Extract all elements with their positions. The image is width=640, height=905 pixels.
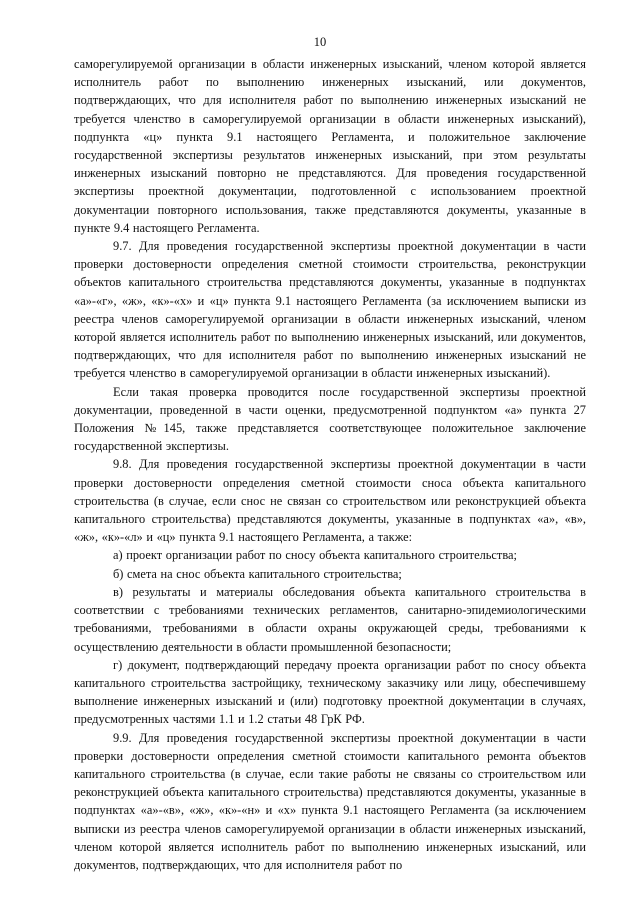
list-item-a: а) проект организации работ по сносу объекта капитального строительства; bbox=[113, 548, 517, 563]
list-item-g: г) документ, подтверждающий передачу проекта организации работ по сносу объекта капитального строительства застройщику, техническому заказчику или лицу, обеспечившему выполнение инженерных изысканий и (или) подготовку проектной документации в случаях, предусмотренных частями 1.1 и 1.2 статьи 48 ГрК РФ. bbox=[74, 657, 586, 727]
document-body bbox=[74, 55, 586, 874]
list-item-v: в) результаты и материалы обследования объекта капитального строительства в соответствии с требованиями технических регламентов, санитарно-эпидемиологическими требованиями, требованиями в области охраны окружающей среды, требованиями к осуществлению деятельности в области промышленной безопасности; bbox=[74, 584, 586, 654]
paragraph-9-7-note: Если такая проверка проводится после государственной экспертизы проектной документации, проведенной в части оценки, предусмотренной подпунктом «а» пункта 27 Положения №145, также представляется соответствующее положительное заключение государственной экспертизы. bbox=[74, 384, 586, 454]
paragraph-9-7: 9.7. Для проведения государственной экспертизы проектной документации в части проверки достоверности определения сметной стоимости строительства, реконструкции объектов капитального строительства представляются документы, указанные в подпунктах «а»-«г», «ж», «к»-«х» и «ц» пункта 9.1 настоящего Регламента (за исключением выписки из реестра членов саморегулируемой организации в области инженерных изысканий, членом которой является исполнитель работ по выполнению инженерных изысканий, или документов, подтверждающих, что для исполнителя работ по выполнению инженерных изысканий не требуется членство в саморегулируемой организации в области инженерных изысканий). bbox=[74, 239, 586, 381]
paragraph-continuation: саморегулируемой организации в области инженерных изысканий, членом которой является исполнитель работ по выполнению инженерных изысканий, или документов, подтверждающих, что для исполнителя работ по выполнению инженерных изысканий не требуется членство в саморегулируемой организации в области инженерных изысканий), подпункта «ц» пункта 9.1 настоящего Регламента, и положительное заключение государственной экспертизы результатов инженерных изысканий, при этом результаты инженерных изысканий повторно не представляются. Для проведения государственной экспертизы проектной документации, подготовленной с использованием проектной документации повторного использования, также представляются документы, указанные в пункте 9.4 настоящего Регламента. bbox=[74, 57, 586, 235]
list-item-b: б) смета на снос объекта капитального строительства; bbox=[113, 566, 402, 581]
paragraph-9-9: 9.9. Для проведения государственной экспертизы проектной документации в части проверки достоверности определения сметной стоимости капитального ремонта объектов капитального строительства (в случае, если такие работы не связаны со строительством или реконструкцией объекта капитального строительства) представляются документы, указанные в подпунктах «а»-«в», «ж», «к»-«н» и «х» пункта 9.1 настоящего Регламента (за исключением выписки из реестра членов саморегулируемой организации в области инженерных изысканий, членом которой является исполнитель работ по выполнению инженерных изысканий, или документов, подтверждающих, что для исполнителя работ по bbox=[74, 730, 586, 872]
paragraph-9-8: 9.8. Для проведения государственной экспертизы проектной документации в части проверки достоверности определения сметной стоимости сноса объекта капитального строительства (в случае, если снос не связан со строительством или реконструкцией объекта капитального строительства) представляются документы, указанные в подпунктах «а», «в», «ж», «к»-«л» и «ц» пункта 9.1 настоящего Регламента, а также: bbox=[74, 457, 586, 545]
page-number: 10 bbox=[313, 35, 327, 49]
